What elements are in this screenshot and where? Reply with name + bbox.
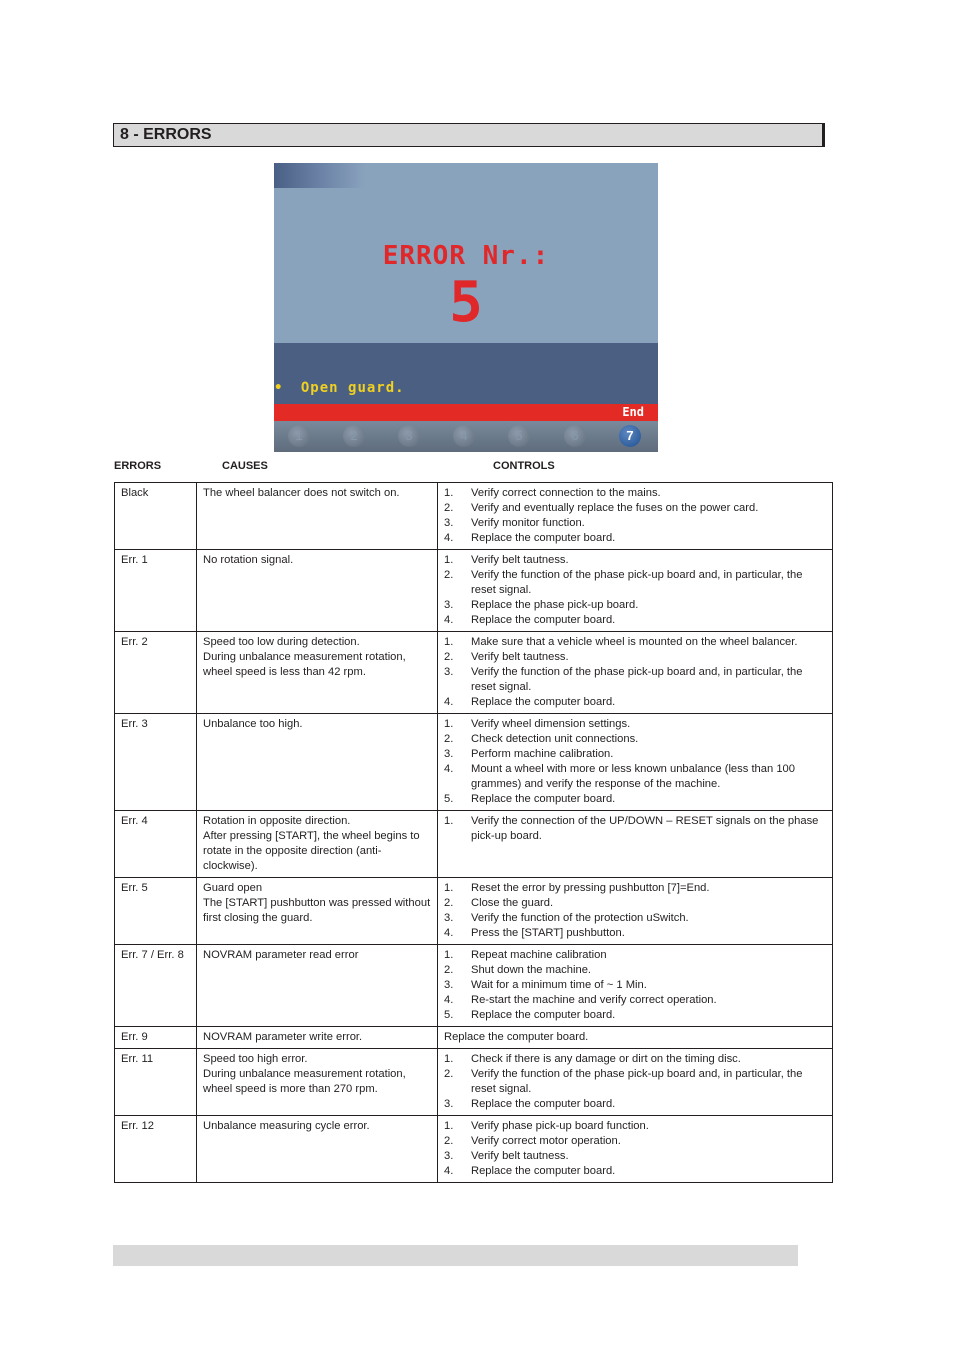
step-number: 3.: [444, 517, 454, 529]
control-step: [444, 1008, 826, 1023]
cause-line: The [START] pushbutton was pressed without first closing the guard.: [203, 897, 431, 924]
error-code: Err. 2: [115, 632, 197, 714]
control-step: [444, 598, 826, 613]
step-number: 3.: [444, 666, 454, 678]
error-cause: [197, 714, 438, 811]
control-step: [444, 1097, 826, 1112]
screen-top-bar: [274, 163, 658, 188]
cause-line: NOVRAM parameter read error: [203, 949, 359, 961]
step-text: Mount a wheel with more or less known unbalance (less than 100 grammes) and verify the response of the machine.: [471, 763, 795, 790]
step-number: 4.: [444, 1165, 454, 1177]
error-code: Err. 9: [115, 1027, 197, 1049]
control-step: [444, 486, 826, 501]
footer-bar: [113, 1245, 798, 1266]
step-text: Check detection unit connections.: [471, 733, 639, 745]
cause-line: NOVRAM parameter write error.: [203, 1031, 363, 1043]
step-text: Press the [START] pushbutton.: [471, 927, 625, 939]
cause-line: No rotation signal.: [203, 554, 294, 566]
step-text: Verify belt tautness.: [471, 554, 569, 566]
step-number: 1.: [444, 949, 454, 961]
step-text: Make sure that a vehicle wheel is mounted on the wheel balancer.: [471, 636, 798, 648]
function-key-1[interactable]: 1: [288, 425, 310, 447]
step-number: 3.: [444, 1098, 454, 1110]
error-cause: [197, 811, 438, 878]
step-text: Replace the computer board.: [471, 1098, 616, 1110]
error-controls: [438, 945, 833, 1027]
control-step: [444, 568, 826, 598]
error-cause: [197, 550, 438, 632]
error-controls: [438, 1049, 833, 1116]
control-step: [444, 926, 826, 941]
step-text: Wait for a minimum time of ~ 1 Min.: [471, 979, 647, 991]
control-step: [444, 1052, 826, 1067]
step-text: Reset the error by pressing pushbutton [7]=End.: [471, 882, 710, 894]
control-step: [444, 1164, 826, 1179]
step-text: Perform machine calibration.: [471, 748, 614, 760]
error-number: 5: [449, 270, 483, 335]
step-text: Verify wheel dimension settings.: [471, 718, 631, 730]
step-text: Verify the function of the phase pick-up board and, in particular, the reset signal.: [471, 569, 803, 596]
function-key-3[interactable]: 3: [398, 425, 420, 447]
control-step: [444, 531, 826, 546]
step-text: Shut down the machine.: [471, 964, 592, 976]
step-number: 1.: [444, 636, 454, 648]
control-step: [444, 762, 826, 792]
step-number: 2.: [444, 502, 454, 514]
error-code: Black: [115, 483, 197, 550]
table-row: [115, 878, 833, 945]
cause-line: After pressing [START], the wheel begins to rotate in the opposite direction (anti-clockwise).: [203, 830, 420, 872]
control-step: [444, 1149, 826, 1164]
step-text: Verify correct connection to the mains.: [471, 487, 661, 499]
error-cause: [197, 632, 438, 714]
step-number: 3.: [444, 1150, 454, 1162]
step-number: 1.: [444, 1053, 454, 1065]
step-number: 2.: [444, 964, 454, 976]
table-row: [115, 550, 833, 632]
error-cause: [197, 878, 438, 945]
error-controls: [438, 483, 833, 550]
message-bullet-icon: •: [274, 380, 284, 396]
control-step: [444, 665, 826, 695]
function-key-6[interactable]: 6: [564, 425, 586, 447]
step-text: Replace the computer board.: [471, 1165, 616, 1177]
control-step: [444, 732, 826, 747]
table-row: [115, 632, 833, 714]
step-number: 4.: [444, 614, 454, 626]
end-bar: [274, 404, 658, 421]
function-key-2[interactable]: 2: [343, 425, 365, 447]
error-controls: Replace the computer board.: [438, 1027, 833, 1049]
step-number: 5.: [444, 1009, 454, 1021]
error-cause: [197, 1116, 438, 1183]
step-text: Verify and eventually replace the fuses on the power card.: [471, 502, 759, 514]
error-code: Err. 7 / Err. 8: [115, 945, 197, 1027]
step-number: 1.: [444, 487, 454, 499]
step-number: 3.: [444, 599, 454, 611]
balancer-screen: [274, 163, 658, 452]
error-label: ERROR Nr.:: [382, 241, 550, 271]
table-row: [115, 1027, 833, 1049]
step-number: 1.: [444, 815, 454, 827]
step-number: 3.: [444, 979, 454, 991]
control-step: [444, 553, 826, 568]
step-number: 3.: [444, 748, 454, 760]
step-text: Verify monitor function.: [471, 517, 585, 529]
step-text: Replace the computer board.: [471, 1009, 616, 1021]
cause-line: Speed too high error.: [203, 1053, 308, 1065]
control-step: [444, 993, 826, 1008]
step-text: Replace the computer board.: [471, 532, 616, 544]
control-step: [444, 792, 826, 807]
error-cause: [197, 483, 438, 550]
step-number: 3.: [444, 912, 454, 924]
error-message-text: Open guard.: [300, 380, 405, 396]
control-step: [444, 978, 826, 993]
error-controls: [438, 632, 833, 714]
error-code: Err. 1: [115, 550, 197, 632]
step-number: 4.: [444, 994, 454, 1006]
function-key-7[interactable]: 7: [619, 425, 641, 447]
table-row: [115, 714, 833, 811]
cause-line: Rotation in opposite direction.: [203, 815, 351, 827]
step-text: Verify the connection of the UP/DOWN – RESET signals on the phase pick-up board.: [471, 815, 819, 842]
control-step: [444, 1119, 826, 1134]
table-row: [115, 945, 833, 1027]
step-text: Verify correct motor operation.: [471, 1135, 621, 1147]
step-text: Repeat machine calibration: [471, 949, 607, 961]
error-controls: [438, 1116, 833, 1183]
step-text: Verify the function of the protection uSwitch.: [471, 912, 689, 924]
header-controls: CONTROLS: [493, 460, 555, 472]
step-text: Close the guard.: [471, 897, 554, 909]
cause-line: Unbalance too high.: [203, 718, 303, 730]
header-causes: CAUSES: [222, 460, 268, 472]
control-step: [444, 814, 826, 844]
control-step: [444, 948, 826, 963]
error-code: Err. 5: [115, 878, 197, 945]
cause-line: Speed too low during detection.: [203, 636, 360, 648]
step-number: 4.: [444, 696, 454, 708]
step-text: Verify belt tautness.: [471, 651, 569, 663]
error-code: Err. 4: [115, 811, 197, 878]
table-row: [115, 483, 833, 550]
cause-line: Unbalance measuring cycle error.: [203, 1120, 370, 1132]
function-key-4[interactable]: 4: [453, 425, 475, 447]
step-number: 2.: [444, 651, 454, 663]
error-controls: [438, 811, 833, 878]
control-step: [444, 516, 826, 531]
step-text: Check if there is any damage or dirt on the timing disc.: [471, 1053, 741, 1065]
step-text: Verify the function of the phase pick-up board and, in particular, the reset signal.: [471, 666, 803, 693]
function-key-5[interactable]: 5: [508, 425, 530, 447]
cause-line: During unbalance measurement rotation, wheel speed is less than 42 rpm.: [203, 651, 406, 678]
step-number: 4.: [444, 763, 454, 775]
table-row: [115, 1049, 833, 1116]
control-step: [444, 695, 826, 710]
control-step: [444, 613, 826, 628]
step-number: 2.: [444, 897, 454, 909]
error-controls: [438, 714, 833, 811]
error-controls: [438, 550, 833, 632]
step-number: 1.: [444, 882, 454, 894]
control-step: [444, 911, 826, 926]
header-errors: ERRORS: [114, 460, 162, 472]
control-step: [444, 1134, 826, 1149]
step-number: 1.: [444, 1120, 454, 1132]
error-message: [274, 380, 405, 396]
step-number: 4.: [444, 532, 454, 544]
end-label[interactable]: End: [622, 405, 644, 419]
error-code: Err. 11: [115, 1049, 197, 1116]
step-text: Verify phase pick-up board function.: [471, 1120, 649, 1132]
error-code: Err. 3: [115, 714, 197, 811]
step-text: Verify belt tautness.: [471, 1150, 569, 1162]
step-text: Replace the computer board.: [471, 614, 616, 626]
function-key-bar: [274, 421, 658, 452]
table-row: [115, 1116, 833, 1183]
step-text: Replace the computer board.: [471, 793, 616, 805]
control-step: [444, 650, 826, 665]
control-step: [444, 963, 826, 978]
control-step: [444, 1067, 826, 1097]
errors-table: [114, 482, 833, 1183]
step-number: 4.: [444, 927, 454, 939]
cause-line: Guard open: [203, 882, 263, 894]
control-step: [444, 747, 826, 762]
step-text: Re-start the machine and verify correct operation.: [471, 994, 717, 1006]
step-number: 5.: [444, 793, 454, 805]
control-step: [444, 881, 826, 896]
error-code: Err. 12: [115, 1116, 197, 1183]
section-title: 8 - ERRORS: [113, 123, 825, 147]
step-number: 1.: [444, 554, 454, 566]
step-text: Verify the function of the phase pick-up board and, in particular, the reset signal.: [471, 1068, 803, 1095]
error-controls: [438, 878, 833, 945]
cause-line: During unbalance measurement rotation, wheel speed is more than 270 rpm.: [203, 1068, 406, 1095]
step-number: 1.: [444, 718, 454, 730]
control-step: [444, 896, 826, 911]
control-step: [444, 635, 826, 650]
error-cause: [197, 1027, 438, 1049]
error-cause: [197, 1049, 438, 1116]
step-number: 2.: [444, 569, 454, 581]
cause-line: The wheel balancer does not switch on.: [203, 487, 400, 499]
step-number: 2.: [444, 733, 454, 745]
step-number: 2.: [444, 1135, 454, 1147]
step-number: 2.: [444, 1068, 454, 1080]
table-row: [115, 811, 833, 878]
control-step: [444, 717, 826, 732]
step-text: Replace the phase pick-up board.: [471, 599, 639, 611]
control-step: [444, 501, 826, 516]
step-text: Replace the computer board.: [471, 696, 616, 708]
error-cause: [197, 945, 438, 1027]
